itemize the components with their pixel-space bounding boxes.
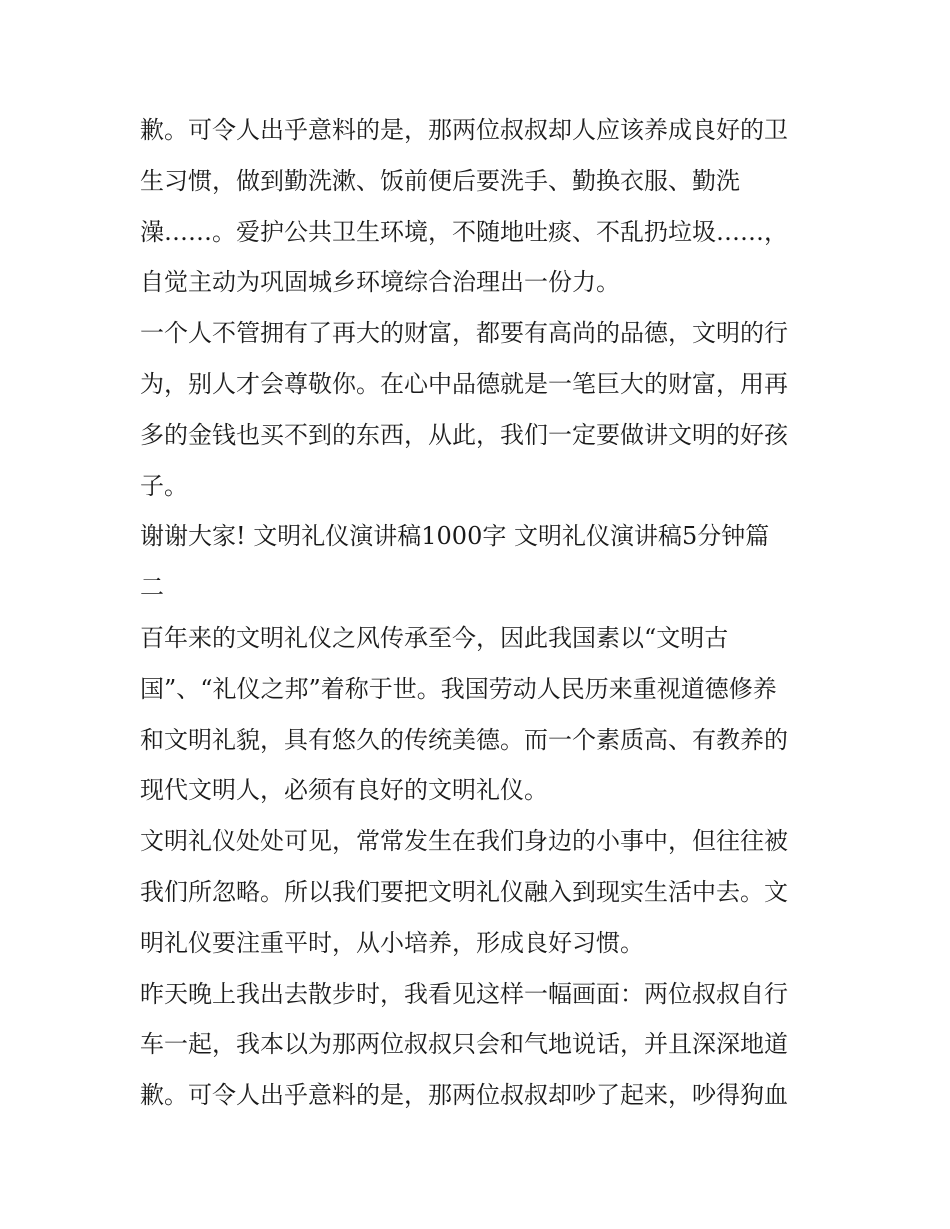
text-line: 歉。可令人出乎意料的是，那两位叔叔却吵了起来，吵得狗血: [140, 1081, 788, 1110]
text-line: 文明礼仪处处可见，常常发生在我们身边的小事中，但往往被: [140, 827, 788, 856]
text-line: 一个人不管拥有了再大的财富，都要有高尚的品德，文明的行: [140, 319, 788, 348]
text-line: 澡……。爱护公共卫生环境，不随地吐痰、不乱扔垃圾……，: [140, 217, 788, 246]
body-text: [140, 105, 820, 1121]
section-heading-line: 谢谢大家! 文明礼仪演讲稿1000字 文明礼仪演讲稿5分钟篇: [140, 522, 770, 551]
text-line: 和文明礼貌，具有悠久的传统美德。而一个素质高、有教养的: [140, 725, 788, 754]
text-line: 车一起，我本以为那两位叔叔只会和气地说话，并且深深地道: [140, 1030, 788, 1059]
text-line: 为，别人才会尊敬你。在心中品德就是一笔巨大的财富，用再: [140, 369, 788, 398]
text-line: 自觉主动为巩固城乡环境综合治理出一份力。: [140, 268, 620, 297]
text-line: 多的金钱也买不到的东西，从此，我们一定要做讲文明的好孩: [140, 420, 788, 449]
text-line: 国”、“礼仪之邦”着称于世。我国劳动人民历来重视道德修养: [140, 674, 777, 703]
text-line: 歉。可令人出乎意料的是，那两位叔叔却人应该养成良好的卫: [140, 116, 788, 144]
text-line: 我们所忽略。所以我们要把文明礼仪融入到现实生活中去。文: [140, 877, 788, 906]
text-line: 百年来的文明礼仪之风传承至今，因此我国素以“文明古: [140, 623, 729, 652]
text-line: 现代文明人，必须有良好的文明礼仪。: [140, 776, 548, 805]
text-line: 生习惯，做到勤洗漱、饭前便后要洗手、勤换衣服、勤洗: [140, 166, 740, 195]
text-line: 昨天晚上我出去散步时，我看见这样一幅画面：两位叔叔自行: [140, 979, 788, 1008]
text-line: 明礼仪要注重平时，从小培养，形成良好习惯。: [140, 928, 644, 957]
section-heading-line: 二: [140, 573, 164, 602]
text-line: 子。: [140, 471, 188, 500]
